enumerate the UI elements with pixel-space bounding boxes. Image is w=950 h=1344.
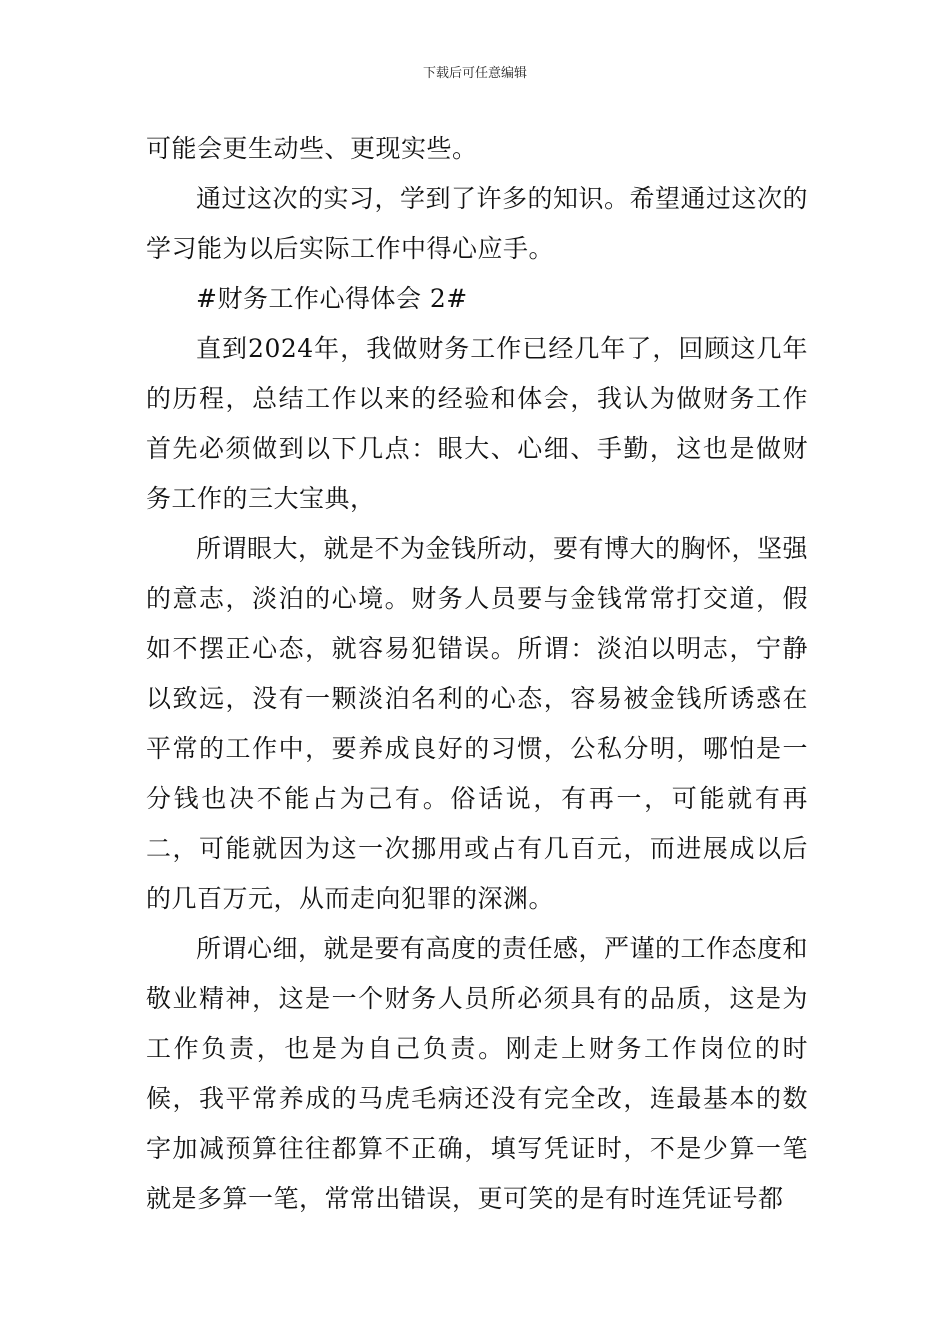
paragraph: 所谓心细，就是要有高度的责任感，严谨的工作态度和敬业精神，这是一个财务人员所必须具有的品质，这是为工作负责，也是为自己负责。刚走上财务工作岗位的时候，我平常养成的马虎毛病还没有完全改，连最基本的数字加减预算往往都算不正确，填写凭证时，不是少算一笔就是多算一笔，常常出错误，更可笑的是有时连凭证号都	[146, 934, 809, 1213]
paragraph: 通过这次的实习，学到了许多的知识。希望通过这次的学习能为以后实际工作中得心应手。	[146, 184, 809, 263]
document-body	[146, 124, 808, 1224]
paragraph: 所谓眼大，就是不为金钱所动，要有博大的胸怀，坚强的意志，淡泊的心境。财务人员要与金钱常常打交道，假如不摆正心态，就容易犯错误。所谓：淡泊以明志，宁静以致远，没有一颗淡泊名利的心态，容易被金钱所诱惑在平常的工作中，要养成良好的习惯，公私分明，哪怕是一分钱也决不能占为己有。俗话说，有再一，可能就有再二，可能就因为这一次挪用或占有几百元，而进展成以后的几百万元，从而走向犯罪的深渊。	[146, 534, 809, 913]
paragraph: 可能会更生动些、更现实些。	[146, 134, 478, 163]
page-header: 下载后可任意编辑	[422, 66, 527, 81]
section-heading: #财务工作心得体会 2#	[196, 284, 468, 313]
paragraph: 直到2024年，我做财务工作已经几年了，回顾这几年的历程，总结工作以来的经验和体会，我认为做财务工作首先必须做到以下几点：眼大、心细、手勤，这也是做财务工作的三大宝典，	[146, 334, 808, 513]
